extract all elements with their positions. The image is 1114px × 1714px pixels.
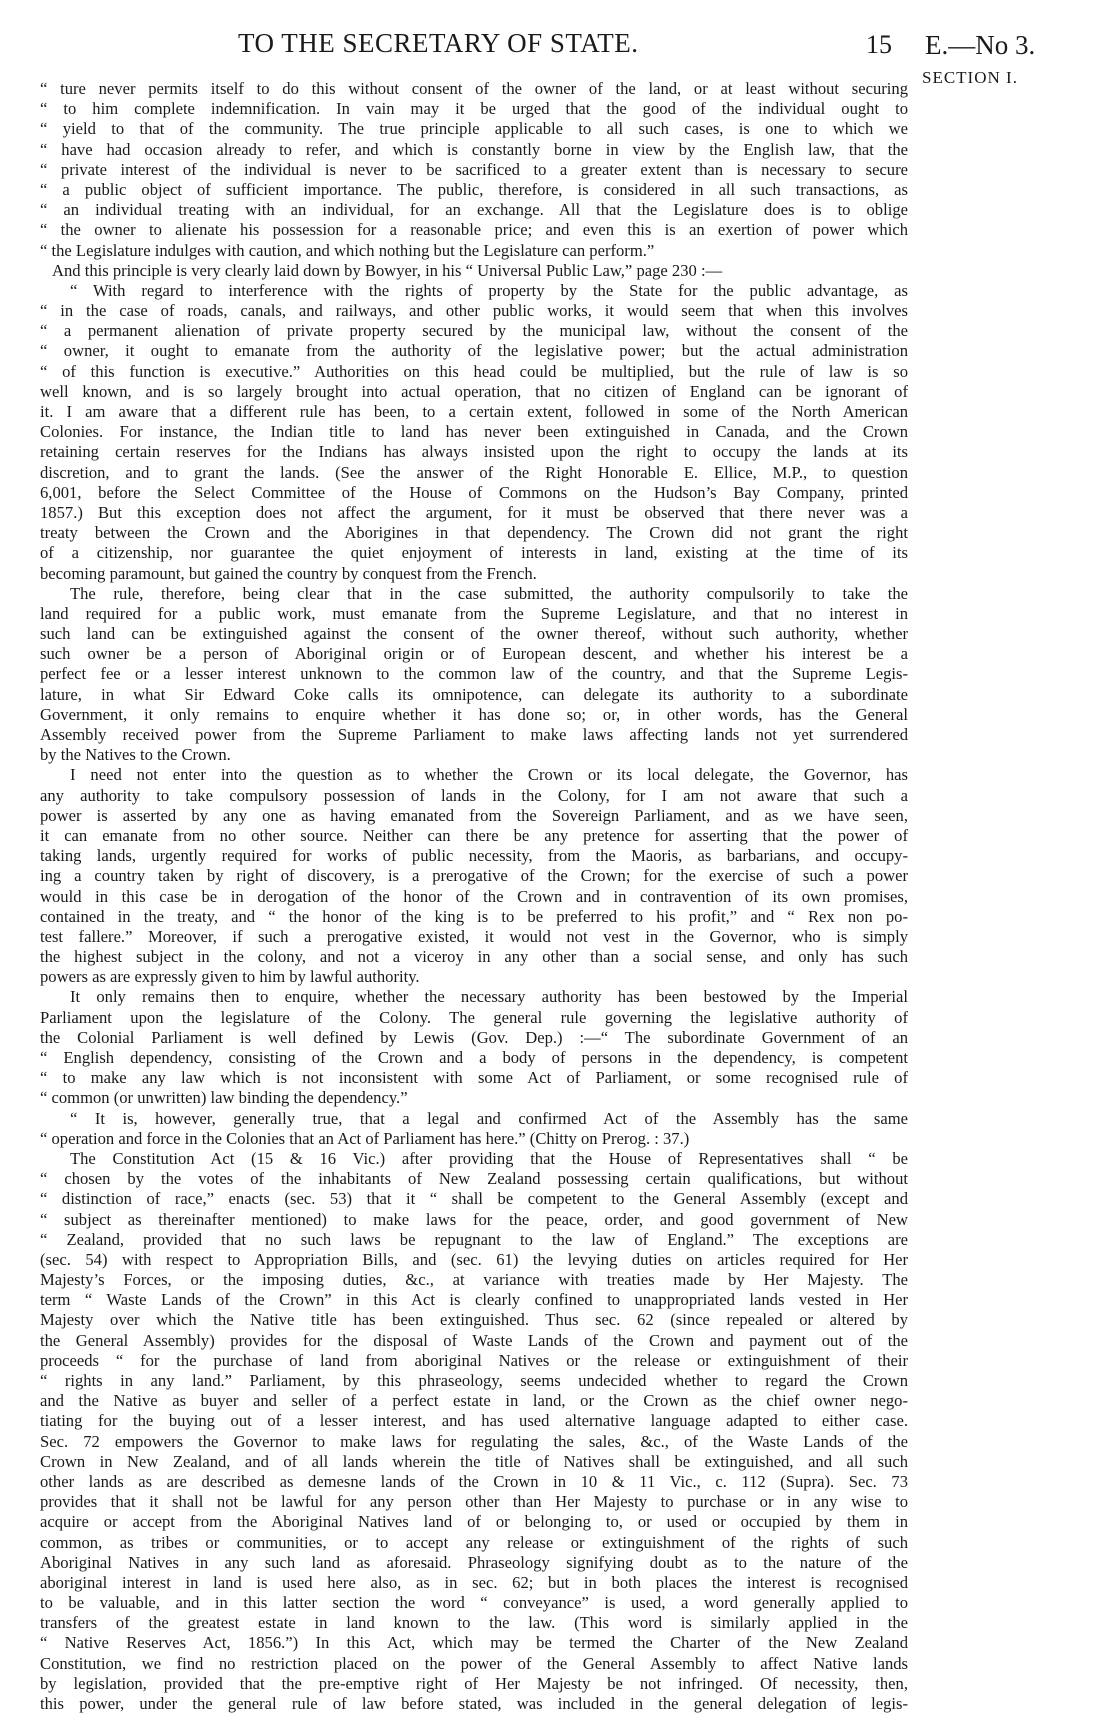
text-line: The Constitution Act (15 & 16 Vic.) after providing that the House of Representatives shall “ be — [70, 1148, 908, 1168]
text-line: to be valuable, and in this latter section the word “ conveyance” is used, a word generally applied to — [40, 1593, 908, 1613]
text-line: the Colonial Parliament is well defined by Lewis (Gov. Dep.) :—“ The subordinate Government of an — [40, 1027, 908, 1047]
page-title: TO THE SECRETARY OF STATE. — [238, 28, 639, 58]
text-line: contained in the treaty, and “ the honor of the king is to be preferred to his profit,” and “ Rex non po- — [40, 906, 908, 926]
text-line: would in this case be in derogation of the honor of the Crown and in contravention of its own promises, — [40, 886, 908, 906]
text-line: 6,001, before the Select Committee of the House of Commons on the Hudson’s Bay Company, printed — [40, 482, 908, 502]
text-line: “ in the case of roads, canals, and railways, and other public works, it would seem that when this involves — [40, 301, 908, 321]
text-line: other lands as are described as demesne lands of the Crown in 10 & 11 Vic., c. 112 (Supra). Sec. 73 — [40, 1471, 908, 1491]
text-line: (sec. 54) with respect to Appropriation Bills, and (sec. 61) the levying duties on articles required for Her — [40, 1249, 908, 1269]
text-line: The rule, therefore, being clear that in the case submitted, the authority compulsorily to take the — [70, 583, 908, 603]
text-line: “ common (or unwritten) law binding the dependency.” — [40, 1088, 408, 1108]
text-line: of a citizenship, nor guarantee the quiet enjoyment of interests in land, existing at the time of its — [40, 543, 908, 563]
page-number: 15 — [866, 30, 892, 59]
text-line: provides that it shall not be lawful for any person other than Her Majesty to purchase or in any wise to — [40, 1492, 908, 1512]
text-line: “ yield to that of the community. The true principle applicable to all such cases, is one to which we — [40, 119, 908, 139]
text-line: by the Natives to the Crown. — [40, 745, 231, 765]
text-line: “ chosen by the votes of the inhabitants of New Zealand possessing certain qualifications, but without — [40, 1169, 908, 1189]
text-line: it can emanate from no other source. Neither can there be any pretence for asserting that the power of — [40, 825, 908, 845]
text-line: land required for a public work, must emanate from the Supreme Legislature, and that no interest in — [40, 603, 908, 623]
text-line: common, as tribes or communities, or to accept any release or extinguishment of the rights of such — [40, 1532, 908, 1552]
text-line: Parliament upon the legislature of the Colony. The general rule governing the legislative authority of — [40, 1007, 908, 1027]
text-line: discretion, and to grant the lands. (See the answer of the Right Honorable E. Ellice, M.P., to question — [40, 462, 908, 482]
text-line: acquire or accept from the Aboriginal Natives land of or belonging to, or used or occupied by them in — [40, 1512, 908, 1532]
text-line: by legislation, provided that the pre-emptive right of Her Majesty be not infringed. Of necessity, then, — [40, 1673, 908, 1693]
text-line: “ private interest of the individual is never to be sacrificed to a greater extent than is necessary to secure — [40, 159, 908, 179]
text-line: “ owner, it ought to emanate from the authority of the legislative power; but the actual administration — [40, 341, 908, 361]
text-line: “ to him complete indemnification. In vain may it be urged that the good of the individual ought to — [40, 99, 908, 119]
text-line: Colonies. For instance, the Indian title to land has never been extinguished in Canada, and the Crown — [40, 422, 908, 442]
text-line: “ the owner to alienate his possession for a reasonable price; and even this is an exertion of power which — [40, 220, 908, 240]
section-label: SECTION I. — [922, 68, 1018, 87]
text-line: tiating for the buying out of a lesser interest, and has used alternative language adapted to either case. — [40, 1411, 908, 1431]
text-line: becoming paramount, but gained the country by conquest from the French. — [40, 563, 537, 583]
text-line: “ rights in any land.” Parliament, by this phraseology, seems undecided whether to regard the Crown — [40, 1371, 908, 1390]
text-line: “ a public object of sufficient importance. The public, therefore, is considered in all such transactions, as — [40, 179, 908, 199]
text-line: test fallere.” Moreover, if such a prerogative existed, it would not vest in the Governor, who is simply — [40, 926, 908, 946]
text-line: powers as are expressly given to him by lawful authority. — [40, 967, 420, 987]
text-line: aboriginal interest in land is used here also, as in sec. 62; but in both places the interest is recognised — [40, 1572, 908, 1592]
text-line: transfers of the greatest estate in land known to the law. (This word is similarly applied in the — [40, 1613, 908, 1633]
text-line: “ subject as thereinafter mentioned) to make laws for the peace, order, and good government of New — [40, 1209, 908, 1229]
text-line: 1857.) But this exception does not affect the argument, for it must be observed that there never was a — [40, 502, 908, 522]
text-line: “ ture never permits itself to do this without consent of the owner of the land, or at least without securing — [40, 79, 908, 98]
text-line: “ the Legislature indulges with caution, and which nothing but the Legislature can perform.” — [40, 240, 655, 260]
text-line: it. I am aware that a different rule has been, to a certain extent, followed in some of the North American — [40, 402, 908, 421]
text-line: any authority to take compulsory possession of lands in the Colony, for I am not aware that such a — [40, 785, 908, 805]
text-line: power is asserted by any one as having emanated from the Sovereign Parliament, and as we have seen, — [40, 805, 908, 825]
text-line: perfect fee or a lesser interest unknown to the common law of the country, and that the Supreme Legis- — [40, 664, 908, 684]
text-line: this power, under the general rule of law before stated, was included in the general delegation of legis- — [40, 1694, 908, 1713]
text-line: “ Zealand, provided that no such laws be repugnant to the law of England.” The exceptions are — [40, 1229, 908, 1249]
text-line: “ to make any law which is not inconsistent with some Act of Parliament, or some recognised rule of — [40, 1068, 908, 1088]
text-line: lature, in what Sir Edward Coke calls its omnipotence, can delegate its authority to a subordinate — [40, 684, 908, 704]
text-line: “ have had occasion already to refer, and which is constantly borne in view by the English law, that the — [40, 139, 908, 159]
text-line: Crown in New Zealand, and of all lands wherein the title of Natives shall be extinguished, and all such — [40, 1451, 908, 1471]
text-line: Majesty’s Forces, or the imposing duties, &c., at variance with treaties made by Her Majesty. The — [40, 1270, 908, 1290]
text-line: And this principle is very clearly laid down by Bowyer, in his “ Universal Public Law,” page 230 :— — [52, 260, 723, 280]
text-line: the General Assembly) provides for the disposal of Waste Lands of the Crown and payment out of the — [40, 1330, 908, 1350]
text-line: Majesty over which the Native title has been extinguished. Thus sec. 62 (since repealed or altered by — [40, 1310, 908, 1330]
text-line: “ English dependency, consisting of the Crown and a body of persons in the dependency, is competent — [40, 1048, 908, 1067]
document-reference: E.—No 3. — [925, 30, 1036, 60]
text-line: Government, it only remains to enquire whether it has done so; or, in other words, has the General — [40, 704, 908, 724]
text-line: “ operation and force in the Colonies that an Act of Parliament has here.” (Chitty on Prerog. : 37.) — [40, 1128, 690, 1148]
text-line: “ an individual treating with an individual, for an exchange. All that the Legislature does is to oblige — [40, 200, 908, 220]
text-line: such land can be extinguished against the consent of the owner thereof, without such authority, whether — [40, 624, 908, 644]
text-line: such owner be a person of Aboriginal origin or of European descent, and whether his interest be a — [40, 644, 908, 664]
text-line: well known, and is so largely brought into actual operation, that no citizen of England can be ignorant of — [40, 381, 908, 401]
text-line: It only remains then to enquire, whether the necessary authority has been bestowed by the Imperial — [70, 987, 908, 1007]
text-line: “ With regard to interference with the rights of property by the State for the public advantage, as — [70, 280, 908, 300]
text-line: Assembly received power from the Supreme Parliament to make laws affecting lands not yet surrendered — [40, 725, 908, 744]
body-text — [40, 79, 908, 1714]
text-line: “ Native Reserves Act, 1856.”) In this Act, which may be termed the Charter of the New Zealand — [40, 1633, 908, 1653]
text-line: “ of this function is executive.” Authorities on this head could be multiplied, but the rule of law is so — [40, 361, 908, 381]
text-line: taking lands, urgently required for works of public necessity, from the Maoris, as barbarians, and occupy- — [40, 846, 908, 866]
text-line: “ distinction of race,” enacts (sec. 53) that it “ shall be competent to the General Assembly (except and — [40, 1189, 908, 1209]
text-line: the highest subject in the colony, and not a viceroy in any other than a social sense, and only has such — [40, 947, 908, 967]
text-line: retaining certain reserves for the Indians has always insisted upon the right to occupy the lands at its — [40, 442, 908, 462]
text-line: Sec. 72 empowers the Governor to make laws for regulating the sales, &c., of the Waste Lands of the — [40, 1431, 908, 1451]
text-line: treaty between the Crown and the Aborigines in that dependency. The Crown did not grant the right — [40, 523, 908, 543]
text-line: I need not enter into the question as to whether the Crown or its local delegate, the Governor, has — [70, 765, 908, 785]
text-line: Constitution, we find no restriction placed on the power of the General Assembly to affect Native lands — [40, 1653, 908, 1673]
text-line: proceeds “ for the purchase of land from aboriginal Natives or the release or extinguishment of their — [40, 1350, 908, 1370]
text-line: term “ Waste Lands of the Crown” in this Act is clearly confined to unappropriated lands vested in Her — [40, 1290, 908, 1310]
text-line: “ a permanent alienation of private property secured by the municipal law, without the consent of the — [40, 321, 908, 341]
text-line: ing a country taken by right of discovery, is a prerogative of the Crown; for the exercise of such a power — [40, 866, 908, 886]
text-line: Aboriginal Natives in any such land as aforesaid. Phraseology signifying doubt as to the nature of the — [40, 1552, 908, 1572]
text-line: “ It is, however, generally true, that a legal and confirmed Act of the Assembly has the same — [70, 1108, 908, 1128]
text-line: and the Native as buyer and seller of a perfect estate in land, or the Crown as the chief owner nego- — [40, 1391, 908, 1411]
